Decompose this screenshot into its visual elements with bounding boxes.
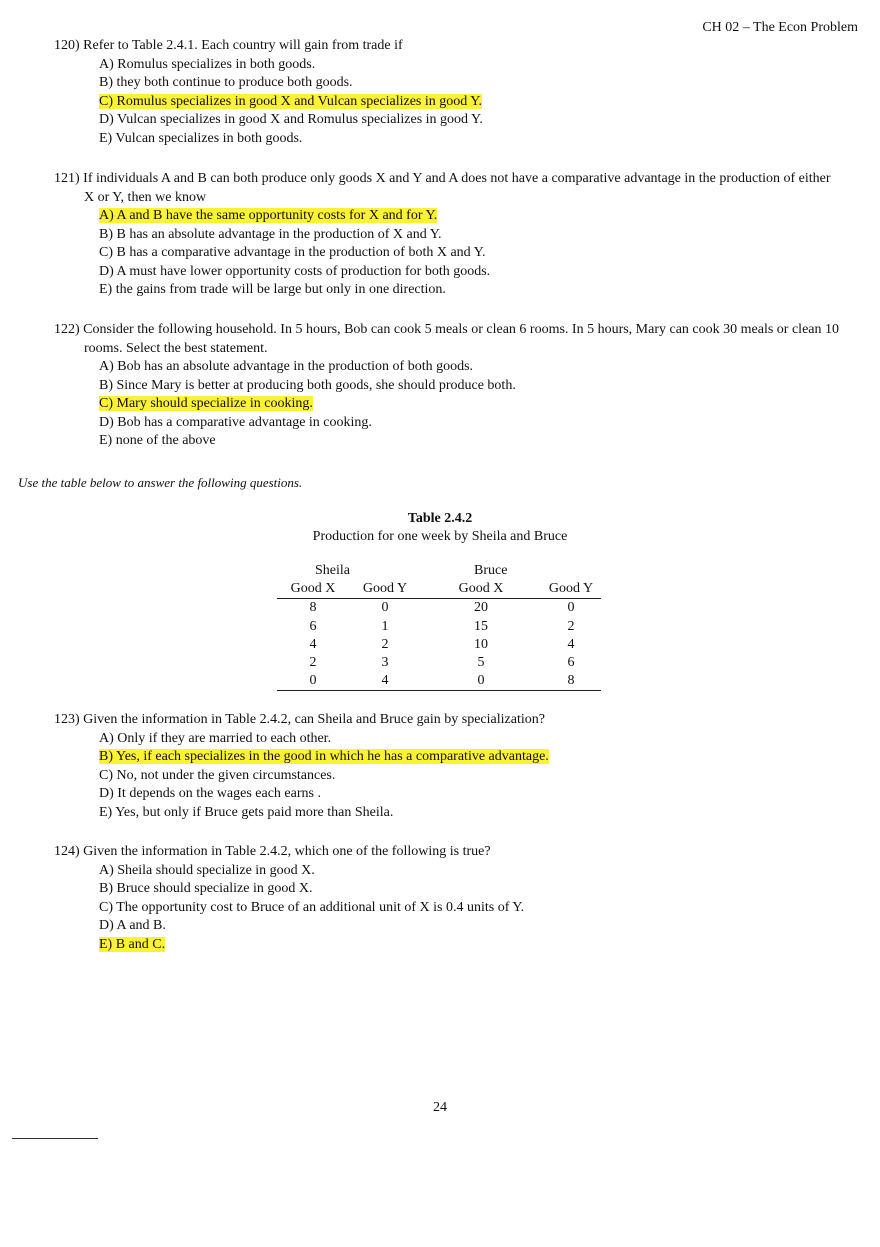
option-e-highlighted: E) B and C. <box>99 936 166 952</box>
table-cell: 4 <box>349 672 421 691</box>
table-cell: 0 <box>421 672 541 691</box>
table-cell: 4 <box>309 636 317 652</box>
option-b: B) they both continue to produce both goods. <box>99 75 353 90</box>
question-stem: 122) Consider the following household. In 5 hours, Bob can cook 5 meals or clean 6 rooms. In 5 hours, Mary can cook 30 meals or clean 10 rooms. Select the best statement. <box>54 322 839 356</box>
option-e: E) none of the above <box>99 433 216 448</box>
option-a: A) Bob has an absolute advantage in the production of both goods. <box>99 359 474 374</box>
table-cell: 15 <box>474 618 488 634</box>
option-d: D) It depends on the wages each earns . <box>99 786 321 801</box>
table-cell: 0 <box>567 600 575 616</box>
option-e: E) Yes, but only if Bruce gets paid more than Sheila. <box>99 804 394 820</box>
option-d: D) A and B. <box>99 918 166 933</box>
question-124 <box>54 843 844 954</box>
answer-options <box>99 862 844 955</box>
table-subtitle: Production for one week by Sheila and Bruce <box>312 529 568 544</box>
column-header: Good X <box>277 580 349 599</box>
column-header: Good X <box>421 580 541 599</box>
answer-options <box>99 56 844 149</box>
question-120 <box>54 37 844 148</box>
table-title: Table 2.4.2 <box>407 511 473 526</box>
table-row <box>277 599 601 618</box>
question-stem: 120) Refer to Table 2.4.1. Each country will gain from trade if <box>54 38 403 53</box>
option-c-highlighted: C) Mary should specialize in cooking. <box>99 396 313 411</box>
option-a-highlighted: A) A and B have the same opportunity costs for X and for Y. <box>99 208 438 223</box>
table-cell: 0 <box>277 672 349 691</box>
question-stem: 121) If individuals A and B can both produce only goods X and Y and A does not have a comparative advantage in the production of either X or Y, then we know <box>54 171 831 205</box>
table-row <box>277 636 601 654</box>
question-stem: 123) Given the information in Table 2.4.2, can Sheila and Bruce gain by specialization? <box>54 712 545 727</box>
group-header-sheila: Sheila <box>315 563 350 578</box>
page-number: 24 <box>433 1100 447 1115</box>
footnote-divider <box>12 1138 98 1139</box>
group-header-bruce: Bruce <box>474 563 508 578</box>
table-cell: 2 <box>309 655 317 671</box>
table-cell: 1 <box>381 618 389 634</box>
question-121 <box>54 170 844 300</box>
table-cell: 6 <box>567 655 575 671</box>
option-d: D) A must have lower opportunity costs of production for both goods. <box>99 263 491 279</box>
option-a: A) Only if they are married to each other. <box>99 730 332 746</box>
table-cell: 2 <box>381 636 389 652</box>
table-cell: 5 <box>477 655 485 671</box>
column-header: Good Y <box>349 580 421 599</box>
option-c-highlighted: C) Romulus specializes in good X and Vulcan specializes in good Y. <box>99 93 483 109</box>
option-c: C) The opportunity cost to Bruce of an additional unit of X is 0.4 units of Y. <box>99 899 525 915</box>
table-cell: 20 <box>474 600 488 616</box>
answer-options <box>99 730 844 823</box>
table-cell: 2 <box>567 618 575 634</box>
option-d: D) Vulcan specializes in good X and Romulus specializes in good Y. <box>99 112 483 127</box>
option-e: E) the gains from trade will be large but only in one direction. <box>99 282 446 297</box>
table-cell: 0 <box>381 600 389 616</box>
table-cell: 8 <box>309 600 317 616</box>
table-cell: 6 <box>309 618 317 634</box>
option-c: C) B has a comparative advantage in the production of both X and Y. <box>99 245 486 260</box>
table-cell: 10 <box>474 636 488 652</box>
table-cell: 3 <box>381 655 389 671</box>
table-row <box>277 618 601 636</box>
option-d: D) Bob has a comparative advantage in cooking. <box>99 414 372 430</box>
option-a: A) Sheila should specialize in good X. <box>99 862 315 878</box>
table-cell: 4 <box>567 636 575 652</box>
answer-options <box>99 207 844 300</box>
table-intro: Use the table below to answer the following questions. <box>18 475 303 490</box>
table-cell: 8 <box>541 672 601 691</box>
option-b: B) Bruce should specialize in good X. <box>99 881 313 896</box>
option-c: C) No, not under the given circumstances. <box>99 767 336 783</box>
chapter-header: CH 02 – The Econ Problem <box>702 20 858 35</box>
question-stem: 124) Given the information in Table 2.4.2, which one of the following is true? <box>54 844 491 859</box>
question-122 <box>54 321 844 451</box>
option-e: E) Vulcan specializes in both goods. <box>99 130 303 146</box>
production-table <box>277 562 601 691</box>
option-b: B) Since Mary is better at producing both goods, she should produce both. <box>99 377 516 393</box>
table-row <box>277 654 601 672</box>
question-123 <box>54 711 844 822</box>
table-row <box>277 672 601 691</box>
option-a: A) Romulus specializes in both goods. <box>99 56 316 72</box>
answer-options <box>99 358 844 451</box>
option-b-highlighted: B) Yes, if each specializes in the good in which he has a comparative advantage. <box>99 749 549 764</box>
option-b: B) B has an absolute advantage in the production of X and Y. <box>99 226 442 242</box>
column-header: Good Y <box>541 580 601 599</box>
